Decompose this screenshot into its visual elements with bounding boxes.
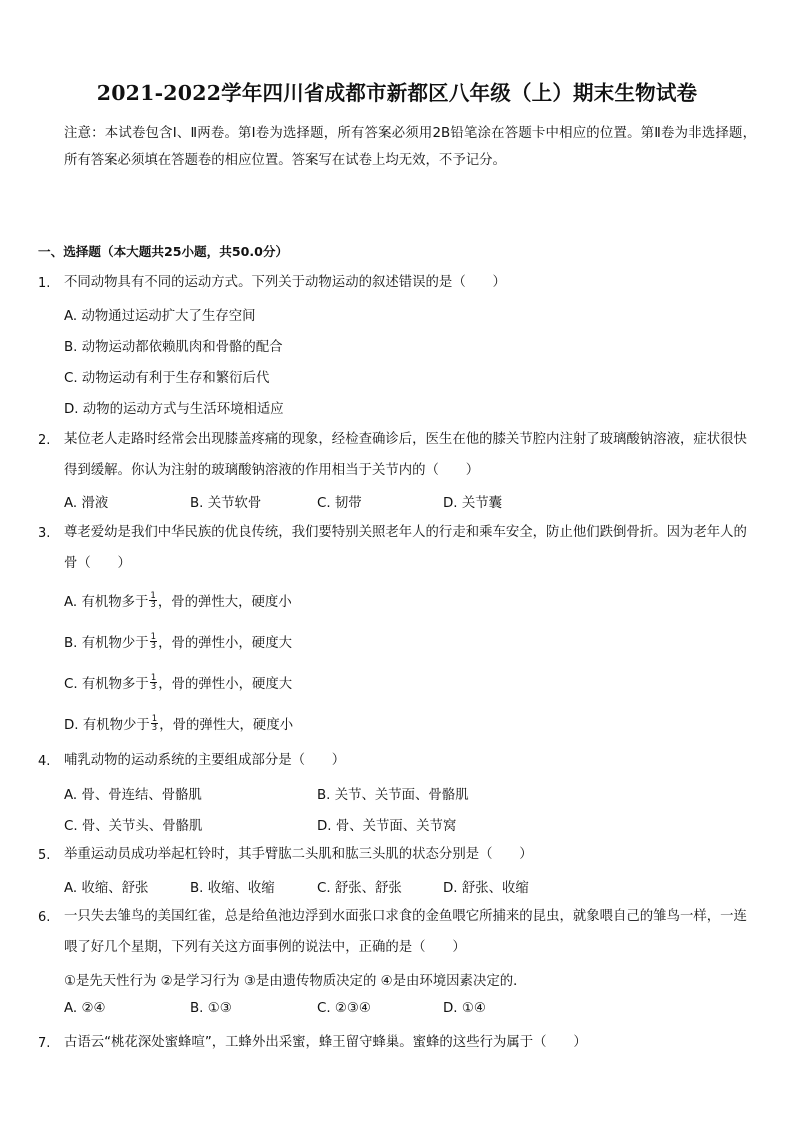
option-a: A. ②④ — [64, 1001, 106, 1016]
option-d: D. 关节囊 — [443, 496, 502, 511]
option-b: B. 关节、关节面、骨骼肌 — [317, 788, 469, 803]
option-c — [64, 673, 292, 693]
fraction-numerator: 1 — [150, 631, 157, 642]
question-text: 某位老人走路时经常会出现膝盖疼痛的现象，经检查确诊后，医生在他的膝关节腔内注射了玻璃酸钠溶液，症状很快得到缓解。你认为注射的玻璃酸钠溶液的作用相当于关节内的（ ） — [64, 432, 747, 478]
option-c: C. ②③④ — [317, 1001, 371, 1016]
fraction — [150, 633, 157, 650]
option-text: A. 有机物多于 — [64, 595, 149, 610]
fraction-numerator: 1 — [151, 713, 158, 724]
question-number: 4. — [38, 754, 51, 769]
fraction-denominator: 3 — [150, 681, 157, 692]
option-c: C. 舒张、舒张 — [317, 881, 402, 896]
fraction — [149, 592, 156, 609]
question-text: 一只失去雏鸟的美国红雀，总是给鱼池边浮到水面张口求食的金鱼喂它所捕来的昆虫，就象喂自己的雏鸟一样，一连喂了好几个星期，下列有关这方面事例的说法中，正确的是（ ） — [64, 909, 747, 955]
fraction — [151, 715, 158, 732]
option-a — [64, 591, 292, 611]
option-text: ，骨的弹性大，硬度小 — [159, 718, 294, 733]
option-a: A. 滑液 — [64, 496, 109, 511]
question-text: 举重运动员成功举起杠铃时，其手臂肱二头肌和肱三头肌的状态分别是（ ） — [64, 847, 533, 862]
option-c: C. 动物运动有利于生存和繁衍后代 — [64, 371, 270, 386]
section-heading: 一、选择题（本大题共25小题，共50.0分） — [38, 244, 289, 259]
option-d: D. ①④ — [443, 1001, 486, 1016]
question-text: 古语云“桃花深处蜜蜂喧”，工蜂外出采蜜，蜂王留守蜂巢。蜜蜂的这些行为属于（ ） — [64, 1035, 587, 1050]
exam-title: 2021-2022学年四川省成都市新都区八年级（上）期末生物试卷 — [96, 81, 698, 105]
question-number: 5. — [38, 848, 51, 863]
question-statements: ①是先天性行为 ②是学习行为 ③是由遗传物质决定的 ④是由环境因素决定的． — [64, 974, 527, 989]
fraction-numerator: 1 — [150, 672, 157, 683]
exam-notice: 注意：本试卷包含Ⅰ、Ⅱ两卷。第Ⅰ卷为选择题，所有答案必须用2B铅笔涂在答题卡中相应的位置。第Ⅱ卷为非选择题，所有答案必须填在答题卷的相应位置。答案写在试卷上均无效，不予记分。 — [64, 126, 756, 168]
option-d: D. 舒张、收缩 — [443, 881, 529, 896]
question-number: 7. — [38, 1036, 51, 1051]
option-c: C. 韧带 — [317, 496, 362, 511]
fraction-denominator: 3 — [151, 722, 158, 733]
option-text: C. 有机物多于 — [64, 677, 149, 692]
question-text: 不同动物具有不同的运动方式。下列关于动物运动的叙述错误的是（ ） — [64, 275, 506, 290]
question-text: 尊老爱幼是我们中华民族的优良传统，我们要特别关照老年人的行走和乘车安全，防止他们跌倒骨折。因为老年人的骨（ ） — [64, 525, 747, 571]
option-text: B. 有机物少于 — [64, 636, 149, 651]
option-text: ，骨的弹性小，硬度大 — [158, 677, 293, 692]
question-number: 3. — [38, 526, 51, 541]
fraction-denominator: 3 — [150, 640, 157, 651]
option-a: A. 收缩、舒张 — [64, 881, 149, 896]
option-b: B. 关节软骨 — [190, 496, 262, 511]
fraction-denominator: 3 — [150, 599, 156, 610]
option-b: B. 收缩、收缩 — [190, 881, 275, 896]
option-d: D. 骨、关节面、关节窝 — [317, 819, 457, 834]
option-d — [64, 714, 293, 734]
question-number: 1. — [38, 276, 51, 291]
option-a: A. 骨、骨连结、骨骼肌 — [64, 788, 202, 803]
option-c: C. 骨、关节头、骨骼肌 — [64, 819, 203, 834]
option-text: ，骨的弹性大，硬度小 — [157, 595, 292, 610]
question-number: 2. — [38, 433, 51, 448]
option-text: ，骨的弹性小，硬度大 — [158, 636, 292, 651]
option-b: B. 动物运动都依赖肌肉和骨骼的配合 — [64, 340, 283, 355]
option-a: A. 动物通过运动扩大了生存空间 — [64, 309, 256, 324]
fraction — [150, 674, 157, 691]
option-d: D. 动物的运动方式与生活环境相适应 — [64, 402, 284, 417]
fraction-numerator: 1 — [150, 590, 156, 601]
question-number: 6. — [38, 910, 51, 925]
option-text: D. 有机物少于 — [64, 718, 150, 733]
option-b — [64, 632, 292, 652]
question-text: 哺乳动物的运动系统的主要组成部分是（ ） — [64, 753, 346, 768]
option-b: B. ①③ — [190, 1001, 232, 1016]
